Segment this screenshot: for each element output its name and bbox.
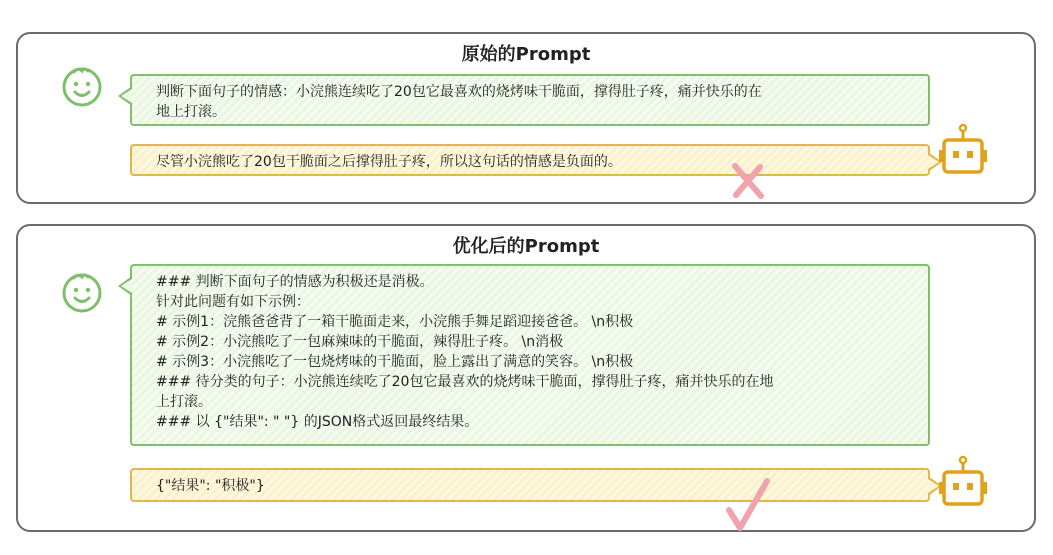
robot-icon [938,122,988,180]
smiling-face-icon [60,64,104,108]
cross-icon [730,162,766,200]
message-line: ### 判断下面句子的情感为积极还是消极。 [156,274,434,290]
bot-response-bubble [130,144,930,176]
check-icon [724,476,772,534]
panel-title-optimized: 优化后的Prompt [452,236,600,257]
user-message-bubble [130,74,930,126]
optimized-prompt-panel [16,224,1036,532]
message-line: 地上打滚。 [156,104,226,120]
panel-title-original: 原始的Prompt [461,44,591,65]
smiling-face-icon [60,270,104,314]
message-line: 上打滚。 [156,394,212,410]
message-line: 判断下面句子的情感：小浣熊连续吃了20包它最喜欢的烧烤味干脆面，撑得肚子疼，痛并快乐的在 [156,84,762,100]
message-line: # 示例2：小浣熊吃了一包麻辣味的干脆面，辣得肚子疼。 \n消极 [156,334,564,350]
message-line: ### 以 {"结果": " "} 的JSON格式返回最终结果。 [156,414,479,430]
user-message-bubble [130,264,930,446]
message-line: # 示例1：浣熊爸爸背了一箱干脆面走来，小浣熊手舞足蹈迎接爸爸。 \n积极 [156,314,634,330]
response-text: {"结果": "积极"} [156,478,265,494]
bot-response-bubble [130,468,930,502]
message-line: 针对此问题有如下示例： [156,294,310,310]
original-prompt-panel [16,32,1036,204]
message-line: # 示例3：小浣熊吃了一包烧烤味的干脆面，脸上露出了满意的笑容。 \n积极 [156,354,634,370]
robot-icon [938,454,988,512]
response-text: 尽管小浣熊吃了20包干脆面之后撑得肚子疼，所以这句话的情感是负面的。 [156,154,622,170]
message-line: ### 待分类的句子：小浣熊连续吃了20包它最喜欢的烧烤味干脆面，撑得肚子疼，痛并快乐的在地 [156,374,774,390]
bubble-tail [118,276,132,296]
bubble-tail [118,86,132,106]
